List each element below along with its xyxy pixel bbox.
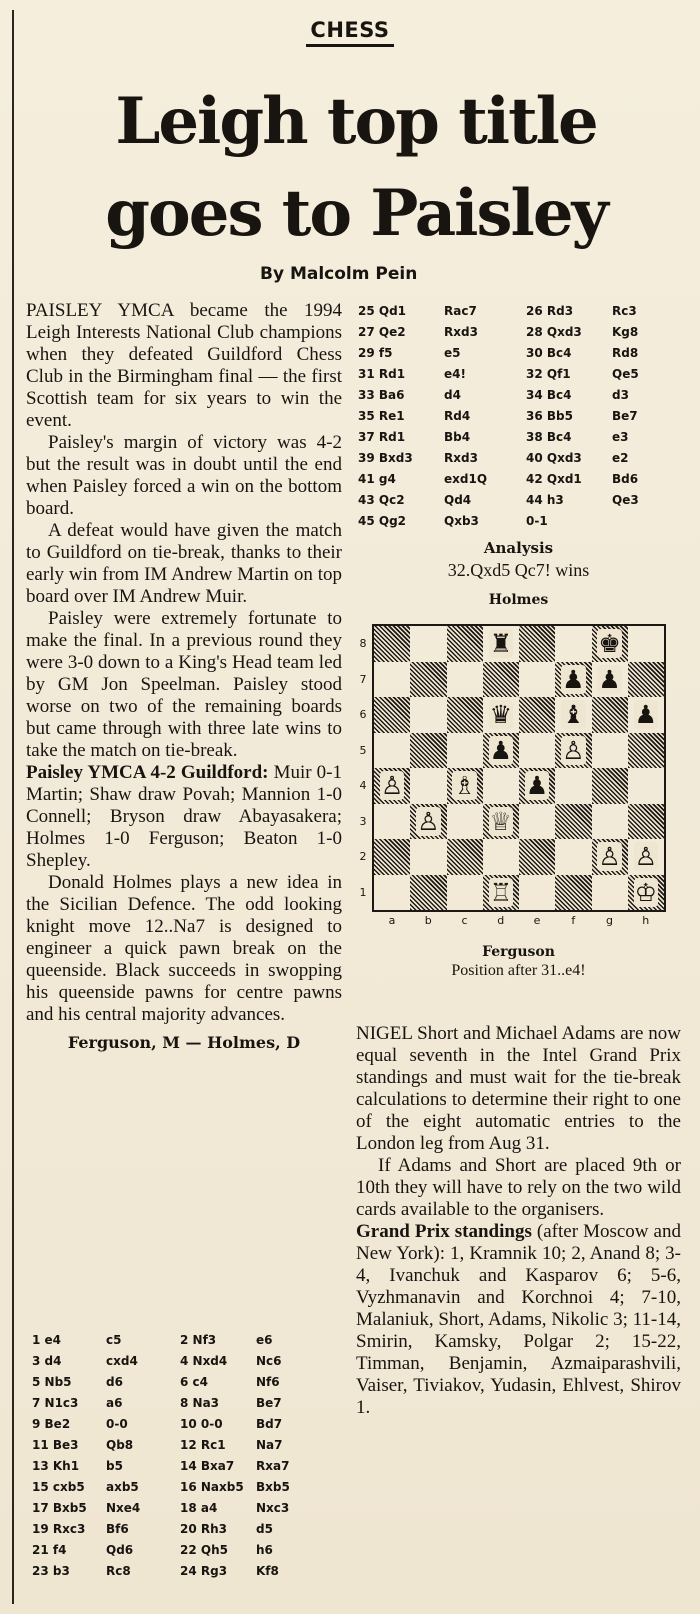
move-cell: 10 0-0 (180, 1417, 223, 1431)
move-cell: Qb8 (106, 1438, 134, 1452)
move-cell: 9 Be2 (32, 1417, 71, 1431)
standings-text: (after Moscow and New York): 1, Kramnik 10; 2, Anand 8; 3-4, Ivanchuk and Kasparov 6; 5-6, Vyzhmanavin and Korchnoi 4; 7-10, Malaniuk, Short, Adams, Nikolic 3; 11-14, Smirin, Kamsky, Polgar 2; 15-22, Timman, Benjamin, Azmaiparashvili, Vaiser, Tiviakov, Yudasin, Ehlvest, Shirov 1. (356, 1221, 681, 1418)
move-cell: e2 (612, 451, 629, 465)
article-paragraph: NIGEL Short and Michael Adams are now equal seventh in the Intel Grand Prix standings and must wait for the tie-break calculations to determine their right to one of the eight automatic entries to the London leg from Aug 31. (356, 1023, 681, 1154)
move-cell: Bd6 (612, 472, 639, 486)
board-square (555, 768, 591, 804)
chess-piece-icon: ♟ (562, 664, 585, 694)
move-cell: Rxa7 (256, 1459, 290, 1473)
move-row (32, 1333, 316, 1354)
game-moves-part-1 (32, 1333, 316, 1585)
move-cell: 35 Re1 (358, 409, 405, 423)
headline-line-1: Leigh top title (115, 84, 597, 159)
file-label: d (497, 914, 505, 927)
move-cell: 6 c4 (180, 1375, 208, 1389)
move-cell: Qxb3 (444, 514, 479, 528)
move-cell: cxd4 (106, 1354, 138, 1368)
column-rule (12, 10, 14, 1604)
move-cell: Bd7 (256, 1417, 283, 1431)
rank-label: 5 (359, 743, 367, 757)
move-cell: Rxd3 (444, 451, 478, 465)
move-cell: 11 Be3 (32, 1438, 79, 1452)
move-cell: 12 Rc1 (180, 1438, 226, 1452)
chess-piece-icon: ♗ (453, 771, 476, 800)
move-cell: 43 Qc2 (358, 493, 405, 507)
move-cell: e5 (444, 346, 461, 360)
file-label: b (424, 914, 432, 927)
move-row (358, 514, 672, 535)
move-row (32, 1375, 316, 1396)
byline: By Malcolm Pein (260, 264, 418, 284)
move-cell: b5 (106, 1459, 123, 1473)
move-cell: 23 b3 (32, 1564, 70, 1578)
board-square (447, 839, 483, 875)
chess-piece-icon: ♙ (562, 735, 585, 765)
move-cell: 38 Bc4 (526, 430, 572, 444)
move-cell: Nxc3 (256, 1501, 290, 1515)
chess-piece-icon: ♙ (417, 806, 440, 836)
move-cell: d5 (256, 1522, 273, 1536)
move-cell: e4! (444, 367, 466, 381)
move-row (358, 304, 672, 325)
move-cell: Rc8 (106, 1564, 131, 1578)
move-cell: d3 (612, 388, 629, 402)
right-column (356, 1023, 681, 1419)
board-square (447, 626, 483, 662)
board-square (410, 733, 446, 769)
board-square (447, 733, 483, 769)
move-row (358, 451, 672, 472)
move-cell: d6 (106, 1375, 123, 1389)
diagram-caption: Position after 31..e4! (451, 962, 586, 979)
move-cell: d4 (444, 388, 461, 402)
move-cell: 18 a4 (180, 1501, 218, 1515)
move-row (32, 1564, 316, 1585)
move-cell: Rd8 (612, 346, 639, 360)
board-square (410, 697, 446, 733)
rank-label: 4 (359, 779, 367, 792)
board-square (555, 875, 591, 911)
board-square (483, 768, 519, 804)
board-square (410, 662, 446, 698)
rank-label: 1 (359, 885, 367, 899)
chess-piece-icon: ♙ (634, 842, 658, 871)
move-row (32, 1438, 316, 1459)
board-square (447, 662, 483, 698)
board-square (410, 875, 446, 911)
move-cell: 44 h3 (526, 493, 564, 507)
move-cell: Nxe4 (106, 1501, 141, 1515)
move-cell: 0-1 (526, 514, 548, 528)
move-cell: 30 Bc4 (526, 346, 572, 360)
article-paragraph: Paisley were extremely fortunate to make the final. In a previous round they were 3-0 down to a King's Head team led by GM Jon Speelman. Paisley stood worse on two of the remaining boards but came through with three late wins to take the match on tie-break. (26, 608, 342, 761)
move-row (32, 1354, 316, 1375)
board-square (519, 697, 555, 733)
diagram-top-player: Holmes (488, 592, 549, 608)
move-row (358, 472, 672, 493)
move-row (358, 325, 672, 346)
analysis-title: Analysis (483, 539, 554, 557)
section-text: CHESS (306, 18, 393, 47)
board-square (519, 662, 555, 698)
move-row (358, 367, 672, 388)
chess-piece-icon: ♛ (489, 700, 513, 729)
board-square (555, 839, 591, 875)
move-cell: Na7 (256, 1438, 283, 1452)
rank-label: 2 (359, 850, 367, 863)
match-result (26, 762, 342, 872)
match-result-text: Muir 0-1 Martin; Shaw draw Povah; Mannion 1-0 Connell; Bryson draw Abayasakera; Holmes 1-0 Ferguson; Beaton 1-0 Shepley. (26, 762, 342, 871)
move-cell: 24 Rg3 (180, 1564, 228, 1578)
move-cell: 40 Qxd3 (526, 451, 582, 465)
move-cell: Qe5 (612, 367, 639, 381)
move-cell: 7 N1c3 (32, 1396, 79, 1410)
file-label: e (533, 914, 541, 927)
move-cell: exd1Q (444, 472, 488, 486)
move-cell: h6 (256, 1543, 273, 1557)
board-square (519, 804, 555, 840)
move-cell: 3 d4 (32, 1354, 62, 1368)
board-square (374, 875, 410, 911)
move-row (32, 1480, 316, 1501)
move-cell: 0-0 (106, 1417, 128, 1431)
move-row (358, 388, 672, 409)
move-cell: Rac7 (444, 304, 477, 318)
chess-piece-icon: ♟ (634, 700, 658, 729)
move-row (32, 1396, 316, 1417)
board-square (410, 626, 446, 662)
move-row (358, 409, 672, 430)
article-paragraph: If Adams and Short are placed 9th or 10th they will have to rely on the two wild cards available to the organisers. (356, 1155, 681, 1220)
move-cell: 22 Qh5 (180, 1543, 228, 1557)
move-row (32, 1459, 316, 1480)
game-moves-part-2 (358, 304, 672, 535)
chess-piece-icon: ♙ (598, 842, 621, 871)
move-cell: Nf6 (256, 1375, 280, 1389)
move-cell: 1 e4 (32, 1333, 62, 1347)
chess-piece-icon: ♜ (489, 629, 513, 658)
move-cell: Bf6 (106, 1522, 129, 1536)
move-cell: a6 (106, 1396, 123, 1410)
headline (20, 76, 692, 260)
board-square (592, 875, 628, 911)
file-label: f (571, 914, 576, 927)
rank-label: 3 (359, 814, 367, 828)
headline-line-2: goes to Paisley (105, 176, 607, 251)
board-square (374, 626, 410, 662)
board-square (628, 626, 664, 662)
analysis-line: 32.Qxd5 Qc7! wins (447, 560, 590, 580)
article-paragraph: Donald Holmes plays a new idea in the Sicilian Defence. The odd looking knight move 12..Na7 is designed to engineer a quick pawn break on the queenside. Black succeeds in swopping his queenside pawns for centre pawns and his central majority advances. (26, 872, 342, 1025)
diagram-bottom-player: Ferguson (482, 944, 555, 960)
move-cell: 8 Na3 (180, 1396, 220, 1410)
move-cell: 15 cxb5 (32, 1480, 85, 1494)
rank-label: 8 (359, 637, 367, 650)
board-square (519, 626, 555, 662)
move-cell: 37 Rd1 (358, 430, 406, 444)
board-square (628, 804, 664, 840)
board-square (410, 839, 446, 875)
move-cell: 25 Qd1 (358, 304, 407, 318)
grand-prix-standings (356, 1221, 681, 1419)
move-cell: Qe3 (612, 493, 639, 507)
chess-piece-icon: ♟ (598, 664, 621, 694)
board-square (628, 733, 664, 769)
move-cell: 29 f5 (358, 346, 393, 360)
file-label: c (461, 914, 468, 927)
move-cell: 16 Naxb5 (180, 1480, 244, 1494)
move-cell: 45 Qg2 (358, 514, 407, 528)
move-cell: 2 Nf3 (180, 1333, 217, 1347)
move-cell: 33 Ba6 (358, 388, 405, 402)
move-cell: Nc6 (256, 1354, 282, 1368)
move-cell: Rd4 (444, 409, 471, 423)
chess-piece-icon: ♖ (489, 877, 513, 907)
match-result-heading: Paisley YMCA 4-2 Guildford: (26, 762, 269, 783)
board-square (628, 768, 664, 804)
move-cell: Bxb5 (256, 1480, 290, 1494)
board-square (374, 733, 410, 769)
move-cell: 31 Rd1 (358, 367, 406, 381)
file-label: a (388, 914, 396, 927)
move-cell: 19 Rxc3 (32, 1522, 86, 1536)
move-cell: Qd6 (106, 1543, 134, 1557)
board-square (374, 697, 410, 733)
board-square (592, 804, 628, 840)
move-cell: 42 Qxd1 (526, 472, 582, 486)
move-row (358, 346, 672, 367)
board-square (374, 804, 410, 840)
chess-piece-icon: ♟ (525, 771, 549, 800)
move-cell: 39 Bxd3 (358, 451, 413, 465)
board-square (374, 839, 410, 875)
move-cell: Be7 (256, 1396, 282, 1410)
board-square (447, 875, 483, 911)
rank-label: 7 (359, 672, 367, 686)
move-cell: axb5 (106, 1480, 139, 1494)
chess-piece-icon: ♚ (598, 629, 621, 658)
move-cell: e3 (612, 430, 629, 444)
board-square (410, 768, 446, 804)
move-row (358, 430, 672, 451)
board-square (374, 662, 410, 698)
move-row (32, 1522, 316, 1543)
article-paragraph: Paisley's margin of victory was 4-2 but the result was in doubt until the end when Paisley forced a win on the bottom board. (26, 432, 342, 519)
chess-piece-icon: ♝ (562, 700, 585, 729)
move-cell: 36 Bb5 (526, 409, 573, 423)
move-cell: Kg8 (612, 325, 639, 339)
move-cell: Be7 (612, 409, 638, 423)
board-square (519, 875, 555, 911)
move-cell: 41 g4 (358, 472, 396, 486)
move-cell: Rxd3 (444, 325, 478, 339)
section-label (0, 18, 700, 42)
board-square (555, 626, 591, 662)
move-cell: 17 Bxb5 (32, 1501, 87, 1515)
article-paragraph: A defeat would have given the match to Guildford on tie-break, thanks to their early win from IM Andrew Martin on top board over IM Andrew Muir. (26, 520, 342, 607)
rank-label: 6 (359, 708, 367, 721)
chess-piece-icon: ♕ (489, 806, 513, 836)
board-square (628, 662, 664, 698)
standings-heading: Grand Prix standings (356, 1221, 532, 1242)
move-cell: 34 Bc4 (526, 388, 572, 402)
board-square (555, 804, 591, 840)
move-row (32, 1417, 316, 1438)
board-square (592, 697, 628, 733)
board-square (519, 839, 555, 875)
move-cell: Qd4 (444, 493, 472, 507)
game-heading: Ferguson, M — Holmes, D (67, 1033, 301, 1052)
file-label: h (642, 914, 650, 927)
board-square (592, 768, 628, 804)
board-square (592, 733, 628, 769)
move-cell: c5 (106, 1333, 122, 1347)
move-cell: 32 Qf1 (526, 367, 571, 381)
move-row (32, 1501, 316, 1522)
move-cell: 4 Nxd4 (180, 1354, 228, 1368)
move-cell: e6 (256, 1333, 273, 1347)
move-cell: 14 Bxa7 (180, 1459, 235, 1473)
article-paragraph: PAISLEY YMCA became the 1994 Leigh Interests National Club champions when they defeated Guildford Chess Club in the Birmingham final — the first Scottish team for six years to win the event. (26, 300, 342, 431)
move-cell: 21 f4 (32, 1543, 67, 1557)
board-square (447, 804, 483, 840)
move-cell: 20 Rh3 (180, 1522, 228, 1536)
move-row (358, 493, 672, 514)
board-square (483, 839, 519, 875)
move-cell: Kf8 (256, 1564, 279, 1578)
move-cell: 5 Nb5 (32, 1375, 72, 1389)
move-cell: 13 Kh1 (32, 1459, 80, 1473)
move-cell: Bb4 (444, 430, 471, 444)
board-square (483, 662, 519, 698)
left-column (26, 300, 342, 1058)
move-cell: 27 Qe2 (358, 325, 406, 339)
move-cell: 26 Rd3 (526, 304, 574, 318)
board-square (447, 697, 483, 733)
file-label: g (606, 914, 613, 927)
chess-piece-icon: ♔ (634, 877, 658, 907)
move-row (32, 1543, 316, 1564)
board-square (519, 733, 555, 769)
chess-piece-icon: ♙ (380, 771, 404, 800)
move-cell: 28 Qxd3 (526, 325, 582, 339)
chess-piece-icon: ♟ (489, 735, 513, 765)
chess-diagram (372, 624, 666, 912)
move-cell: Rc3 (612, 304, 637, 318)
